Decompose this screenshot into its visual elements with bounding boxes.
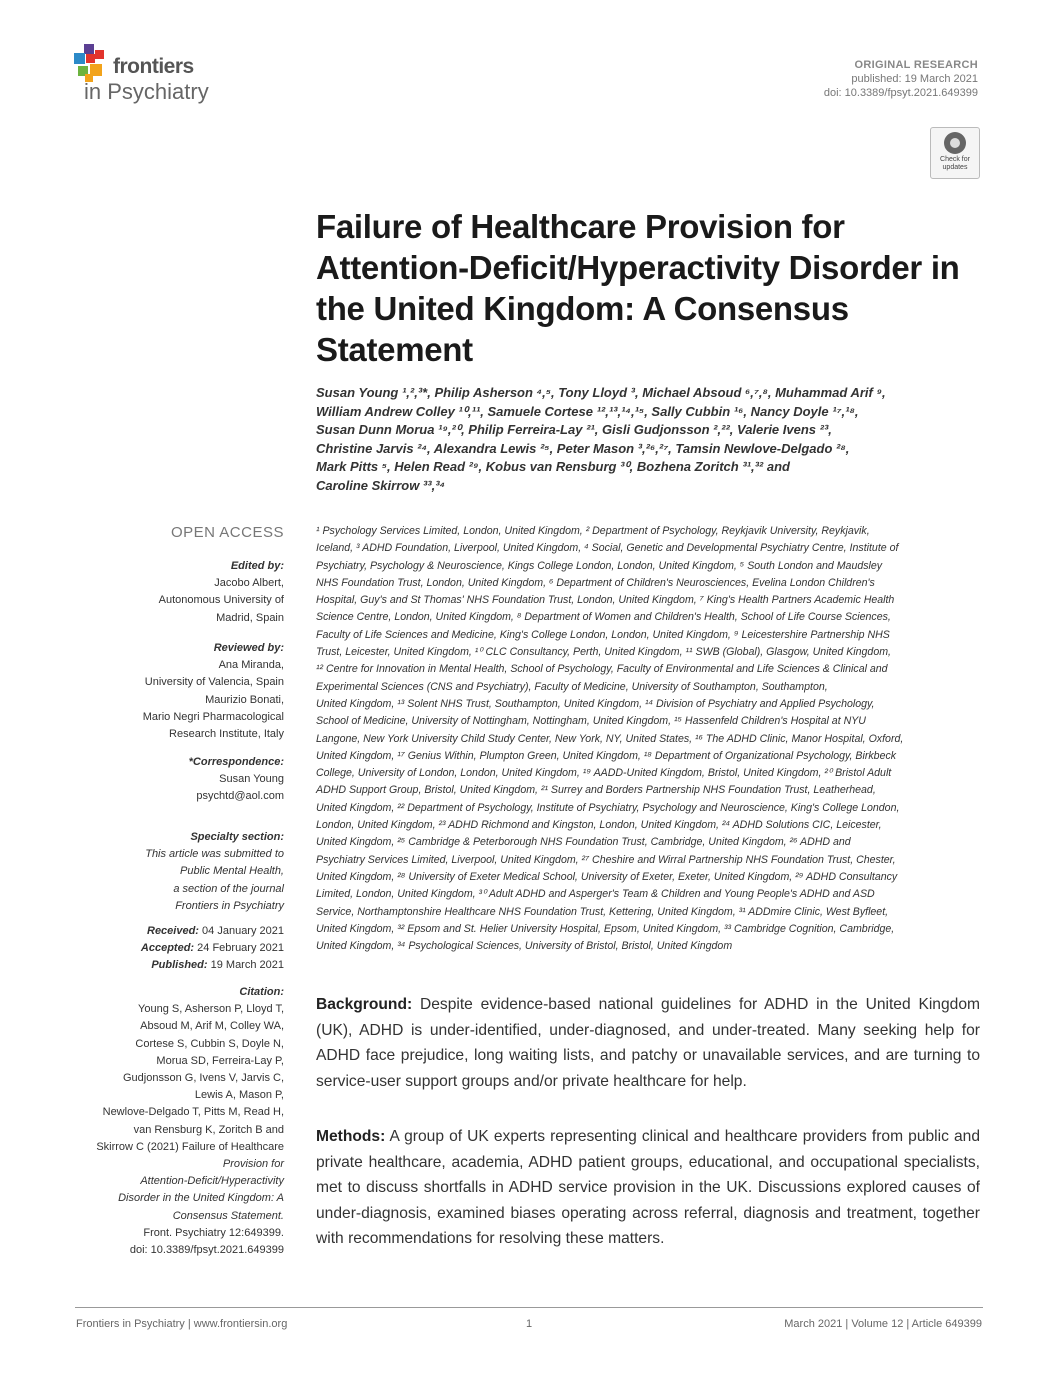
published-value: 19 March 2021 (210, 959, 284, 972)
affiliation-line: School of Medicine, University of Nottingham, Nottingham, United Kingdom, ¹⁵ Hassenfeld Children's Hospital at NYU (316, 715, 866, 728)
affiliation-line: Langone, New York University Child Study Center, New York, NY, United States, ¹⁶ The ADHD Clinic, Manor Hospital, Oxford, (316, 732, 904, 745)
reviewer-line: Ana Miranda, (218, 659, 284, 672)
background-label: Background: (316, 996, 413, 1013)
author-line: Caroline Skirrow ³³,³⁴ (316, 477, 446, 493)
update-icon (944, 132, 966, 154)
correspondence-label: *Correspondence: (188, 756, 284, 768)
author-list (316, 384, 996, 495)
correspondence-section (84, 754, 284, 806)
citation-line: Gudjonsson G, Ivens V, Jarvis C, (123, 1072, 284, 1085)
author-line: William Andrew Colley ¹⁰,¹¹, Samuele Cortese ¹²,¹³,¹⁴,¹⁵, Sally Cubbin ¹⁶, Nancy Doyle ¹⁷,¹⁸, (316, 403, 859, 419)
affiliation-line: United Kingdom, ²² Department of Psychology, Institute of Psychiatry, Psychology and Neuroscience, King's College London, (316, 801, 900, 814)
citation-line: Disorder in the United Kingdom: A (118, 1192, 284, 1205)
reviewer-line: University of Valencia, Spain (144, 676, 284, 689)
affiliation-line: ¹² Centre for Innovation in Mental Health, School of Psychology, Faculty of Environmental and Life Sciences & Clinical and (316, 663, 888, 676)
affiliation-line: Psychiatry, Psychology & Neuroscience, Kings College London, London, United Kingdom, ⁵ South London and Maudsley (316, 559, 883, 572)
affiliation-line: United Kingdom, ¹⁷ Genius Within, Plumpton Green, United Kingdom, ¹⁸ Department of Organizational Psychology, Birkbeck (316, 749, 897, 762)
accepted-value: 24 February 2021 (197, 942, 284, 955)
affiliation-line: Limited, London, United Kingdom, ³⁰ Adult ADHD and Asperger's Team & Children and Young People's ADHD and ASD (316, 888, 875, 901)
affiliation-line: London, United Kingdom, ²³ ADHD Richmond and Kingston, London, United Kingdom, ²⁴ ADHD Solutions CIC, Leicester, (316, 819, 882, 832)
article-title: Failure of Healthcare Provision for Attention-Deficit/Hyperactivity Disorder in the United Kingdom: A Consensus Statement (316, 208, 960, 368)
dates-section (84, 923, 284, 975)
affiliation-line: United Kingdom, ¹³ Solent NHS Trust, Southampton, United Kingdom, ¹⁴ Division of Psychiatry and Applied Psychology, (316, 697, 875, 710)
received-date (84, 923, 284, 940)
footer-issue-info: March 2021 | Volume 12 | Article 649399 (784, 1318, 982, 1330)
affiliation-line: ¹ Psychology Services Limited, London, United Kingdom, ² Department of Psychology, Reykjavik University, Reykjavik, (316, 525, 870, 537)
citation-line: Provision for (222, 1158, 284, 1171)
citation-doi[interactable]: doi: 10.3389/fpsyt.2021.649399 (129, 1244, 284, 1257)
citation-section (84, 984, 284, 1259)
affiliation-line: ADHD Support Group, Bristol, United Kingdom, ²¹ Surrey and Borders Partnership NHS Foundation Trust, Leatherhead, (316, 784, 876, 797)
published-date: published: 19 March 2021 (851, 73, 978, 85)
citation-label: Citation: (239, 986, 284, 998)
correspondence-email[interactable]: psychtd@aol.com (196, 790, 284, 803)
footer-divider (75, 1307, 983, 1308)
check-badge-label: Check for updates (940, 156, 970, 171)
reviewer-line: Research Institute, Italy (169, 728, 284, 741)
citation-line: Morua SD, Ferreira-Lay P, (156, 1054, 284, 1067)
specialty-line: Frontiers in Psychiatry (175, 899, 284, 912)
citation-line: Skirrow C (2021) Failure of Healthcare (96, 1140, 284, 1153)
affiliation-line: Faculty of Life Sciences and Medicine, King's College London, London, United Kingdom, ⁹ Leicestershire Partnership NHS (316, 628, 890, 641)
background-text: Despite evidence-based national guidelines for ADHD in the United Kingdom (UK), ADHD is under-identified, under-diagnosed, and under-treated. Many seeking help for ADHD face prejudice, long waiting lists, and patchy or unavailable services, and are turning to service-user support groups and/or private healthcare for help. (316, 996, 980, 1090)
affiliation-line: Experimental Sciences (CNS and Psychiatry), Faculty of Medicine, University of Southampton, Southampton, (316, 680, 828, 693)
editor-line: Madrid, Spain (216, 611, 284, 624)
specialty-line: a section of the journal (173, 882, 284, 895)
specialty-line: Public Mental Health, (180, 865, 284, 878)
journal-subtitle: in Psychiatry (84, 79, 209, 104)
specialty-section (84, 829, 284, 915)
frontiers-logo-icon (74, 44, 110, 84)
affiliation-line: United Kingdom, ³² Epsom and St. Helier University Hospital, Epsom, United Kingdom, ³³ Cambridge Cognition, Cambridge, (316, 922, 895, 935)
reviewed-by-label: Reviewed by: (213, 642, 284, 654)
article-meta (824, 58, 978, 100)
affiliation-line: College, University of London, London, United Kingdom, ¹⁹ AADD-United Kingdom, Bristol, United Kingdom, ²⁰ Bristol Adult (316, 767, 892, 780)
citation-line: Young S, Asherson P, Lloyd T, (138, 1003, 284, 1016)
citation-line: Attention-Deficit/Hyperactivity (140, 1175, 284, 1188)
specialty-line: This article was submitted to (145, 848, 284, 861)
received-value: 04 January 2021 (202, 925, 284, 937)
citation-line: Cortese S, Cubbin S, Doyle N, (135, 1037, 284, 1050)
reviewed-by-section (84, 640, 284, 743)
edited-by-label: Edited by: (230, 560, 284, 572)
correspondence-name: Susan Young (219, 773, 284, 786)
edited-by-section (84, 558, 284, 627)
citation-line: van Rensburg K, Zoritch B and (133, 1123, 284, 1136)
abstract-background (316, 992, 980, 1094)
accepted-date (84, 940, 284, 957)
received-label: Received: (147, 925, 199, 937)
published-date-side (84, 957, 284, 974)
check-for-updates-button[interactable] (930, 127, 980, 179)
editor-line: Autonomous University of (158, 594, 284, 607)
published-label: Published: (151, 959, 208, 972)
affiliation-line: United Kingdom, ²⁵ Cambridge & Peterborough NHS Foundation Trust, Cambridge, United Kingdom, ²⁶ ADHD and (316, 836, 851, 849)
affiliation-line: United Kingdom, ³⁴ Psychological Sciences, University of Bristol, Bristol, United Kingdom (316, 940, 733, 953)
affiliation-line: NHS Foundation Trust, London, United Kingdom, ⁶ Department of Children's Neurosciences, Evelina London Children's (316, 576, 875, 589)
affiliation-line: Science Centre, London, United Kingdom, ⁸ Department of Women and Children's Health, School of Life Course Sciences, (316, 611, 891, 624)
accepted-label: Accepted: (140, 942, 195, 955)
citation-line: Newlove-Delgado T, Pitts M, Read H, (102, 1106, 284, 1119)
journal-name: frontiers (113, 55, 194, 78)
reviewer-line: Maurizio Bonati, (205, 693, 284, 706)
methods-label: Methods: (316, 1128, 386, 1145)
open-access-label: OPEN ACCESS (170, 524, 284, 541)
citation-line: Absoud M, Arif M, Colley WA, (140, 1020, 284, 1033)
footer-journal-link[interactable]: Frontiers in Psychiatry | www.frontiersin.org (76, 1318, 288, 1330)
abstract-methods (316, 1124, 980, 1252)
article-type: ORIGINAL RESEARCH (854, 59, 978, 71)
citation-line: Front. Psychiatry 12:649399. (143, 1226, 284, 1239)
affiliation-line: Hospital, Guy's and St Thomas' NHS Foundation Trust, London, United Kingdom, ⁷ King's Health Partners Academic Health (316, 594, 895, 607)
methods-text: A group of UK experts representing clinical and healthcare providers from public and private healthcare, academia, ADHD patient groups, educational, and occupational specialists, met to discuss shortfalls in ADHD service provision in the UK. Discussions explored causes of under-diagnosis, examined biases operating across referral, diagnosis and treatment, together with recommendations for resolving these matters. (316, 1128, 980, 1248)
editor-line: Jacobo Albert, (214, 577, 284, 590)
affiliations (316, 523, 984, 955)
page-number: 1 (526, 1318, 533, 1330)
affiliation-line: Trust, Leicester, United Kingdom, ¹⁰ CLC Consultancy, Perth, United Kingdom, ¹¹ SWB (Global), Glasgow, United Kingdom, (316, 646, 891, 659)
reviewer-line: Mario Negri Pharmacological (142, 710, 284, 723)
author-line: Mark Pitts ⁵, Helen Read ²⁹, Kobus van Rensburg ³⁰, Bozhena Zoritch ³¹,³² and (316, 459, 790, 474)
affiliation-line: Iceland, ³ ADHD Foundation, Liverpool, United Kingdom, ⁴ Social, Genetic and Developmental Psychiatry Centre, Institute of (316, 542, 899, 555)
author-line: Susan Young ¹,²,³*, Philip Asherson ⁴,⁵, Tony Lloyd ³, Michael Absoud ⁶,⁷,⁸, Muhammad Arif ⁹, (316, 385, 886, 400)
citation-line: Consensus Statement. (172, 1209, 284, 1222)
affiliation-line: Service, Northamptonshire Healthcare NHS Foundation Trust, Kettering, United Kingdom, ³¹ ADDmire Clinic, West Byfleet, (316, 905, 889, 918)
doi: doi: 10.3389/fpsyt.2021.649399 (823, 87, 978, 99)
citation-line: Lewis A, Mason P, (194, 1089, 284, 1102)
affiliation-line: Psychiatry Services Limited, Liverpool, United Kingdom, ²⁷ Cheshire and Wirral Partnership NHS Foundation Trust, Chester, (316, 853, 896, 866)
author-line: Susan Dunn Morua ¹⁹,²⁰, Philip Ferreira-Lay ²¹, Gisli Gudjonsson ²,²², Valerie Ivens ²³, (316, 422, 832, 437)
affiliation-line: United Kingdom, ²⁸ University of Exeter Medical School, University of Exeter, Exeter, United Kingdom, ²⁹ ADHD Consultancy (316, 870, 898, 883)
author-line: Christine Jarvis ²⁴, Alexandra Lewis ²⁵, Peter Mason ³,²⁶,²⁷, Tamsin Newlove-Delgado ²⁸, (316, 440, 850, 456)
specialty-label: Specialty section: (190, 831, 284, 843)
